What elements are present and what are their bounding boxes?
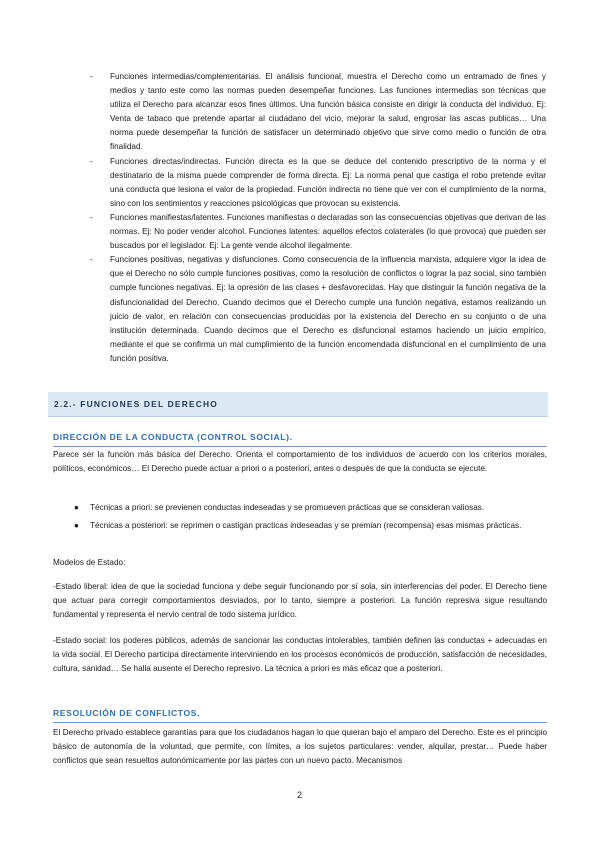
dash-marker: - — [90, 255, 93, 265]
list-item-text: Funciones directas/indirectas. Función directa es la que se deduce del contenido prescriptivo de la norma y el destinatario de la misma puede comprender de forma directa. Ej: La norma penal que castiga el robo pretende evitar una conducta que lesiona el valor de la propiedad. Función indirecta no tiene que ver con el cumplimiento de la norma, sino con los sentimientos y reacciones psicológicas que provocan su existencia. — [110, 156, 546, 208]
list-item-intermedias — [90, 70, 546, 155]
dash-marker: - — [90, 72, 93, 81]
subheading-direccion-conducta: DIRECCIÓN DE LA CONDUCTA (CONTROL SOCIAL). — [53, 432, 547, 447]
bullet-item-a-priori — [74, 501, 540, 515]
page-number: 2 — [296, 790, 302, 800]
subheading-resolucion-conflictos: RESOLUCIÓN DE CONFLICTOS. — [53, 708, 547, 723]
list-item-directas — [90, 155, 546, 211]
dash-marker: - — [90, 212, 93, 222]
list-item-text: Funciones manifiestas/latentes. Funciones manifiestas o declaradas son las consecuencias objetivas que derivan de las normas. Ej: No poder vender alcohol. Funciones latentes: aquellos efectos colaterales (lo que provoca) que pueden ser buscados por el legislador. Ej: La gente vende alcohol ilegalmente. — [110, 212, 547, 251]
paragraph-estado-liberal: -Estado liberal: idea de que la sociedad funciona y debe seguir funcionando por sí sola, sin interferencias del poder. El Derecho tiene que actuar para corregir comportamientos desviados, por lo tanto, siempre a posteriori. La función represiva sigue resultando fundamental y representa el nervio central de todo sistema jurídico. — [53, 582, 547, 620]
modelos-label: Modelos de Estado: — [53, 558, 126, 567]
paragraph-estado-social: -Estado social: los poderes públicos, además de sancionar las conductas intolerables, también definen las conductas + adecuadas en la vida social. El Derecho participa directamente interviniendo en los procesos económicos de producción, satisfacción de necesidades, cultura, sanidad… Se halla ausente el Derecho represivo. La técnica a priori es más eficaz que a posteriori. — [53, 636, 547, 674]
techniques-list — [74, 501, 540, 537]
list-item-text: Funciones positivas, negativas y disfunciones. Como consecuencia de la influencia marxista, adquiere vigor la idea de que el Derecho no sólo cumple funciones positivas, como la resolución de conflictos o lograr la paz social, sino también cumple funciones negativas. Ej: la opresión de las clases + desfavorecidas. Hay que distinguir la función negativa de la disfuncionalidad del Derecho. Cuando decimos que el Derecho cumple una función negativa, estamos realizando un juicio de valor, en relación con consecuencias producidas por la existencia del Derecho en su conjunto o de una institución determinada. Cuando decimos que el Derecho es disfuncional estamos haciendo un juicio empírico, mediante el que se confirma un mal cumplimiento de la función encomendada disfuncional en el cumplimiento de una función positiva. — [110, 255, 546, 363]
list-item-manifiestas — [90, 211, 546, 253]
bullet-marker: ● — [74, 503, 79, 512]
paragraph-direccion: Parece ser la función más básica del Derecho. Orienta el comportamiento de los individuos de acuerdo con los criterios morales, políticos, económicos… El Derecho puede actuar a priori o a posteriori, antes o después de que la conducta se ejecute. — [53, 450, 547, 474]
list-item-text: Funciones intermedias/complementarias. El análisis funcional, muestra el Derecho como un entramado de fines y medios y tanto este como las normas pueden desempeñar funciones. Las funciones intermedias son técnicas que utiliza el Derecho para alcanzar esos fines últimos. Una función básica consiste en dirigir la conducta del individuo. Ej: Venta de tabaco que pretende apartar al ciudadano del vicio, mejorar la salud, engrosar las ascas publicas… Una norma puede desempeñar la función de satisfacer un determinado objetivo que sirve como medio o función de otra finalidad. — [110, 72, 546, 152]
section-heading-bar — [48, 392, 548, 417]
list-item-positivas — [90, 253, 546, 366]
bullet-text: Técnicas a priori: se previenen conductas indeseadas y se promueven prácticas que se consideran valiosas. — [90, 503, 485, 512]
paragraph-resolucion: El Derecho privado establece garantías para que los ciudadanos hagan lo que quieran bajo el amparo del Derecho. Este es el principio básico de autonomía de la voluntad, que permite, con límites, a los sujetos particulares: vender, alquilar, prestar… Puede haber conflictos que sean resueltos autonómicamente por las partes con un nuevo pacto. Mecanismos — [53, 728, 547, 766]
dash-marker: - — [90, 156, 93, 166]
functions-list — [90, 70, 546, 366]
bullet-marker: ● — [74, 521, 79, 531]
section-title: 2.2.- FUNCIONES DEL DERECHO — [54, 399, 218, 409]
bullet-item-a-posteriori — [74, 519, 540, 533]
bullet-text: Técnicas a posteriori: se reprimen o castigan practicas indeseadas y se premian (recompensa) esas mismas prácticas. — [90, 521, 522, 531]
